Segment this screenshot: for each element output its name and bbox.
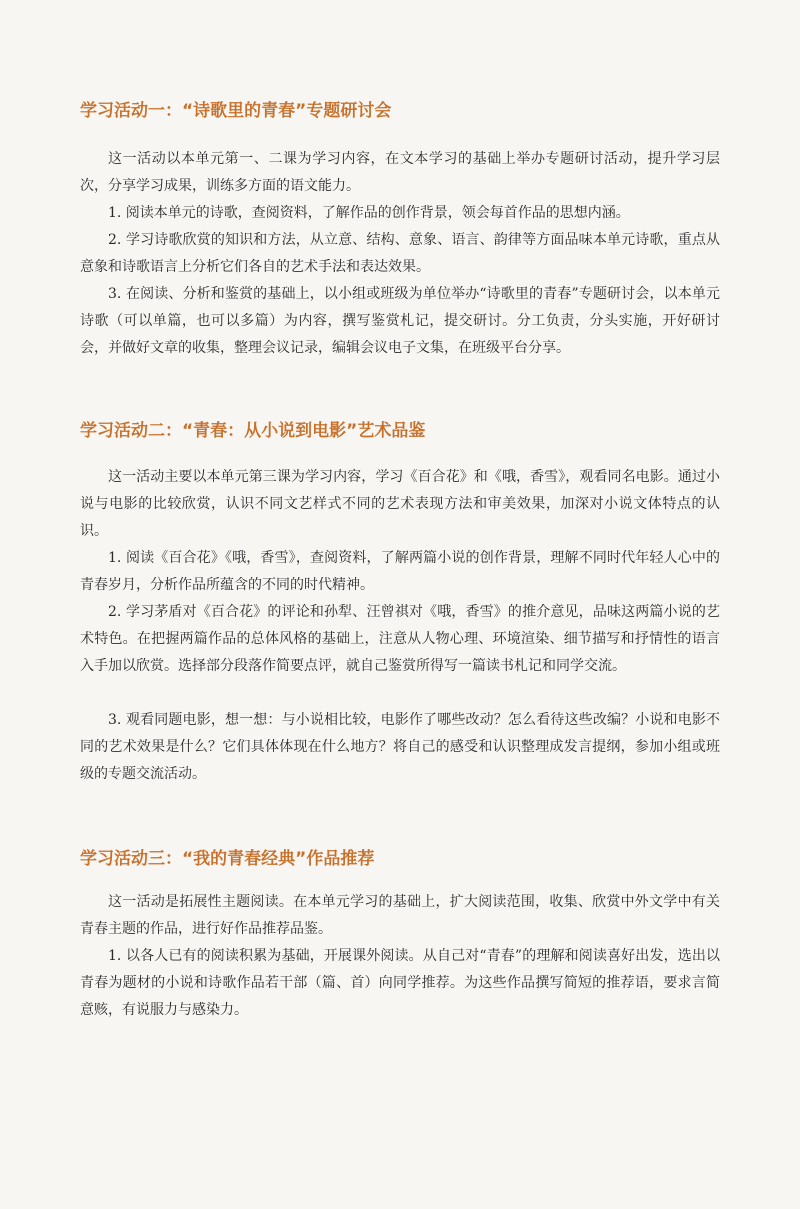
section-2-intro: 这一活动主要以本单元第三课为学习内容，学习《百合花》和《哦，香雪》，观看同名电影。通过小说与电影的比较欣赏，认识不同文艺样式不同的艺术表现方法和审美效果，加深对小说文体特点的认识。: [80, 469, 720, 539]
section-title-activity-1: 学习活动一：“诗歌里的青春”专题研讨会: [80, 101, 392, 121]
section-3-intro: 这一活动是拓展性主题阅读。在本单元学习的基础上，扩大阅读范围，收集、欣赏中外文学中有关青春主题的作品，进行好作品推荐品鉴。: [80, 894, 720, 937]
section-1-item-3: 3. 在阅读、分析和鉴赏的基础上，以小组或班级为单位举办“诗歌里的青春”专题研讨会，以本单元诗歌（可以单篇，也可以多篇）为内容，撰写鉴赏札记，提交研讨。分工负责，分头实施，开好研讨会，并做好文章的收集，整理会议记录，编辑会议电子文集，在班级平台分享。: [80, 286, 720, 356]
section-2-item-1: 1. 阅读《百合花》《哦，香雪》，查阅资料，了解两篇小说的创作背景，理解不同时代年轻人心中的青春岁月，分析作品所蕴含的不同的时代精神。: [80, 550, 720, 593]
section-3-item-1: 1. 以各人已有的阅读积累为基础，开展课外阅读。从自己对“青春”的理解和阅读喜好出发，选出以青春为题材的小说和诗歌作品若干部（篇、首）向同学推荐。为这些作品撰写简短的推荐语，要求言简意赅，有说服力与感染力。: [80, 948, 720, 1018]
section-1-intro: 这一活动以本单元第一、二课为学习内容，在文本学习的基础上举办专题研讨活动，提升学习层次，分享学习成果，训练多方面的语文能力。: [80, 151, 720, 194]
section-1-item-2: 2. 学习诗歌欣赏的知识和方法，从立意、结构、意象、语言、韵律等方面品味本单元诗歌，重点从意象和诗歌语言上分析它们各自的艺术手法和表达效果。: [80, 232, 720, 275]
section-1-item-1: 1. 阅读本单元的诗歌，查阅资料，了解作品的创作背景，领会每首作品的思想内涵。: [108, 205, 630, 221]
section-title-activity-3: 学习活动三：“我的青春经典”作品推荐: [80, 849, 375, 869]
section-2-item-3: 3. 观看同题电影，想一想：与小说相比较，电影作了哪些改动？怎么看待这些改编？小说和电影不同的艺术效果是什么？它们具体体现在什么地方？将自己的感受和认识整理成发言提纲，参加小组或班级的专题交流活动。: [80, 712, 720, 782]
section-2-item-2: 2. 学习茅盾对《百合花》的评论和孙犁、汪曾祺对《哦，香雪》的推介意见，品味这两篇小说的艺术特色。在把握两篇作品的总体风格的基础上，注意从人物心理、环境渲染、细节描写和抒情性的语言入手加以欣赏。选择部分段落作简要点评，就自己鉴赏所得写一篇读书札记和同学交流。: [80, 604, 720, 674]
section-title-activity-2: 学习活动二：“青春：从小说到电影”艺术品鉴: [80, 421, 426, 441]
